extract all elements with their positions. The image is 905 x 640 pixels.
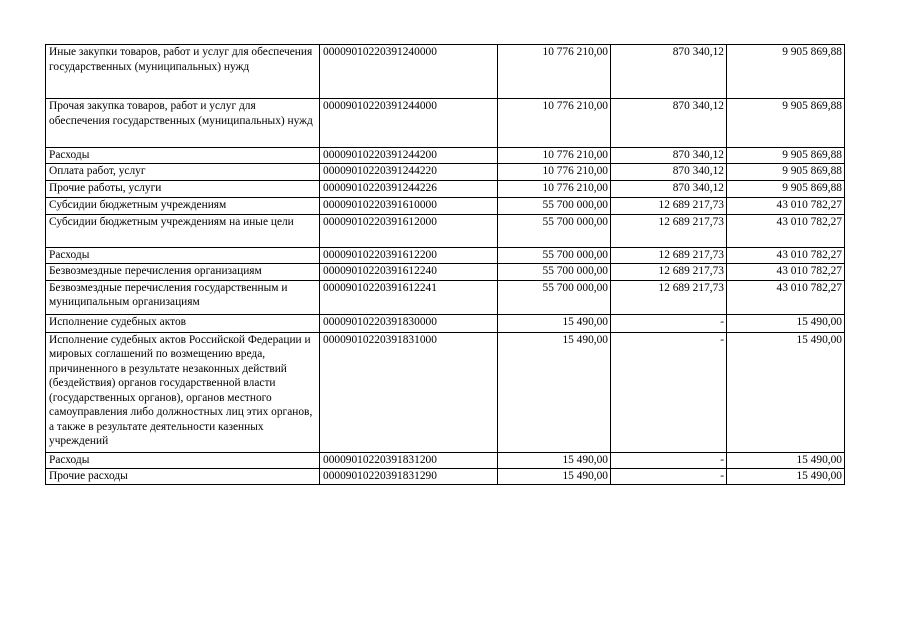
budget-classification-code: 00009010220391831000 xyxy=(320,332,498,452)
budget-classification-code: 00009010220391612000 xyxy=(320,214,498,247)
remaining-amount: 43 010 782,27 xyxy=(727,247,845,263)
table-row xyxy=(46,197,845,214)
approved-amount: 15 490,00 xyxy=(498,452,611,468)
budget-item-name: Расходы xyxy=(46,452,320,468)
table-row xyxy=(46,468,845,484)
budget-item-name: Иные закупки товаров, работ и услуг для обеспечения государственных (муниципальных) нужд xyxy=(46,45,320,99)
remaining-amount: 15 490,00 xyxy=(727,332,845,452)
budget-item-name: Субсидии бюджетным учреждениям xyxy=(46,197,320,214)
approved-amount: 10 776 210,00 xyxy=(498,180,611,197)
table-row xyxy=(46,332,845,452)
budget-item-name: Исполнение судебных актов Российской Федерации и мировых соглашений по возмещению вреда, причиненного в результате незаконных действий (бездействия) органов государственной власти (государственных органов), органов местного самоуправления либо должностных лиц этих органов, а также в результате деятельности казенных учреждений xyxy=(46,332,320,452)
executed-amount: - xyxy=(611,332,727,452)
executed-amount: 12 689 217,73 xyxy=(611,263,727,280)
remaining-amount: 9 905 869,88 xyxy=(727,45,845,99)
executed-amount: - xyxy=(611,468,727,484)
budget-classification-code: 00009010220391612241 xyxy=(320,280,498,314)
executed-amount: 870 340,12 xyxy=(611,148,727,164)
executed-amount: 870 340,12 xyxy=(611,45,727,99)
budget-classification-code: 00009010220391244000 xyxy=(320,99,498,148)
approved-amount: 15 490,00 xyxy=(498,314,611,332)
budget-item-name: Прочие расходы xyxy=(46,468,320,484)
budget-classification-code: 00009010220391244226 xyxy=(320,180,498,197)
executed-amount: 12 689 217,73 xyxy=(611,247,727,263)
approved-amount: 10 776 210,00 xyxy=(498,99,611,148)
remaining-amount: 43 010 782,27 xyxy=(727,280,845,314)
budget-table-body xyxy=(46,45,845,485)
approved-amount: 15 490,00 xyxy=(498,468,611,484)
budget-classification-code: 00009010220391612240 xyxy=(320,263,498,280)
budget-classification-code: 00009010220391610000 xyxy=(320,197,498,214)
executed-amount: 870 340,12 xyxy=(611,99,727,148)
budget-classification-code: 00009010220391244220 xyxy=(320,163,498,180)
table-row xyxy=(46,263,845,280)
budget-classification-code: 00009010220391830000 xyxy=(320,314,498,332)
table-row xyxy=(46,163,845,180)
remaining-amount: 43 010 782,27 xyxy=(727,263,845,280)
remaining-amount: 43 010 782,27 xyxy=(727,197,845,214)
budget-item-name: Расходы xyxy=(46,247,320,263)
executed-amount: 12 689 217,73 xyxy=(611,197,727,214)
budget-classification-code: 00009010220391612200 xyxy=(320,247,498,263)
table-row xyxy=(46,180,845,197)
budget-item-name: Безвозмездные перечисления государственным и муниципальным организациям xyxy=(46,280,320,314)
table-row xyxy=(46,45,845,99)
approved-amount: 15 490,00 xyxy=(498,332,611,452)
budget-item-name: Исполнение судебных актов xyxy=(46,314,320,332)
budget-table xyxy=(45,44,845,485)
approved-amount: 55 700 000,00 xyxy=(498,280,611,314)
budget-classification-code: 00009010220391831200 xyxy=(320,452,498,468)
remaining-amount: 9 905 869,88 xyxy=(727,99,845,148)
budget-item-name: Субсидии бюджетным учреждениям на иные цели xyxy=(46,214,320,247)
approved-amount: 55 700 000,00 xyxy=(498,247,611,263)
remaining-amount: 15 490,00 xyxy=(727,314,845,332)
budget-classification-code: 00009010220391831290 xyxy=(320,468,498,484)
table-row xyxy=(46,247,845,263)
table-row xyxy=(46,148,845,164)
executed-amount: - xyxy=(611,452,727,468)
table-row xyxy=(46,280,845,314)
executed-amount: - xyxy=(611,314,727,332)
budget-item-name: Расходы xyxy=(46,148,320,164)
budget-item-name: Прочая закупка товаров, работ и услуг для обеспечения государственных (муниципальных) нужд xyxy=(46,99,320,148)
approved-amount: 10 776 210,00 xyxy=(498,163,611,180)
budget-classification-code: 00009010220391240000 xyxy=(320,45,498,99)
remaining-amount: 9 905 869,88 xyxy=(727,180,845,197)
budget-item-name: Безвозмездные перечисления организациям xyxy=(46,263,320,280)
executed-amount: 870 340,12 xyxy=(611,163,727,180)
approved-amount: 10 776 210,00 xyxy=(498,148,611,164)
approved-amount: 55 700 000,00 xyxy=(498,263,611,280)
remaining-amount: 15 490,00 xyxy=(727,452,845,468)
executed-amount: 870 340,12 xyxy=(611,180,727,197)
remaining-amount: 9 905 869,88 xyxy=(727,163,845,180)
remaining-amount: 9 905 869,88 xyxy=(727,148,845,164)
budget-classification-code: 00009010220391244200 xyxy=(320,148,498,164)
approved-amount: 10 776 210,00 xyxy=(498,45,611,99)
table-row xyxy=(46,314,845,332)
approved-amount: 55 700 000,00 xyxy=(498,197,611,214)
executed-amount: 12 689 217,73 xyxy=(611,214,727,247)
approved-amount: 55 700 000,00 xyxy=(498,214,611,247)
budget-item-name: Прочие работы, услуги xyxy=(46,180,320,197)
executed-amount: 12 689 217,73 xyxy=(611,280,727,314)
table-row xyxy=(46,214,845,247)
remaining-amount: 43 010 782,27 xyxy=(727,214,845,247)
budget-item-name: Оплата работ, услуг xyxy=(46,163,320,180)
table-row xyxy=(46,452,845,468)
table-row xyxy=(46,99,845,148)
remaining-amount: 15 490,00 xyxy=(727,468,845,484)
